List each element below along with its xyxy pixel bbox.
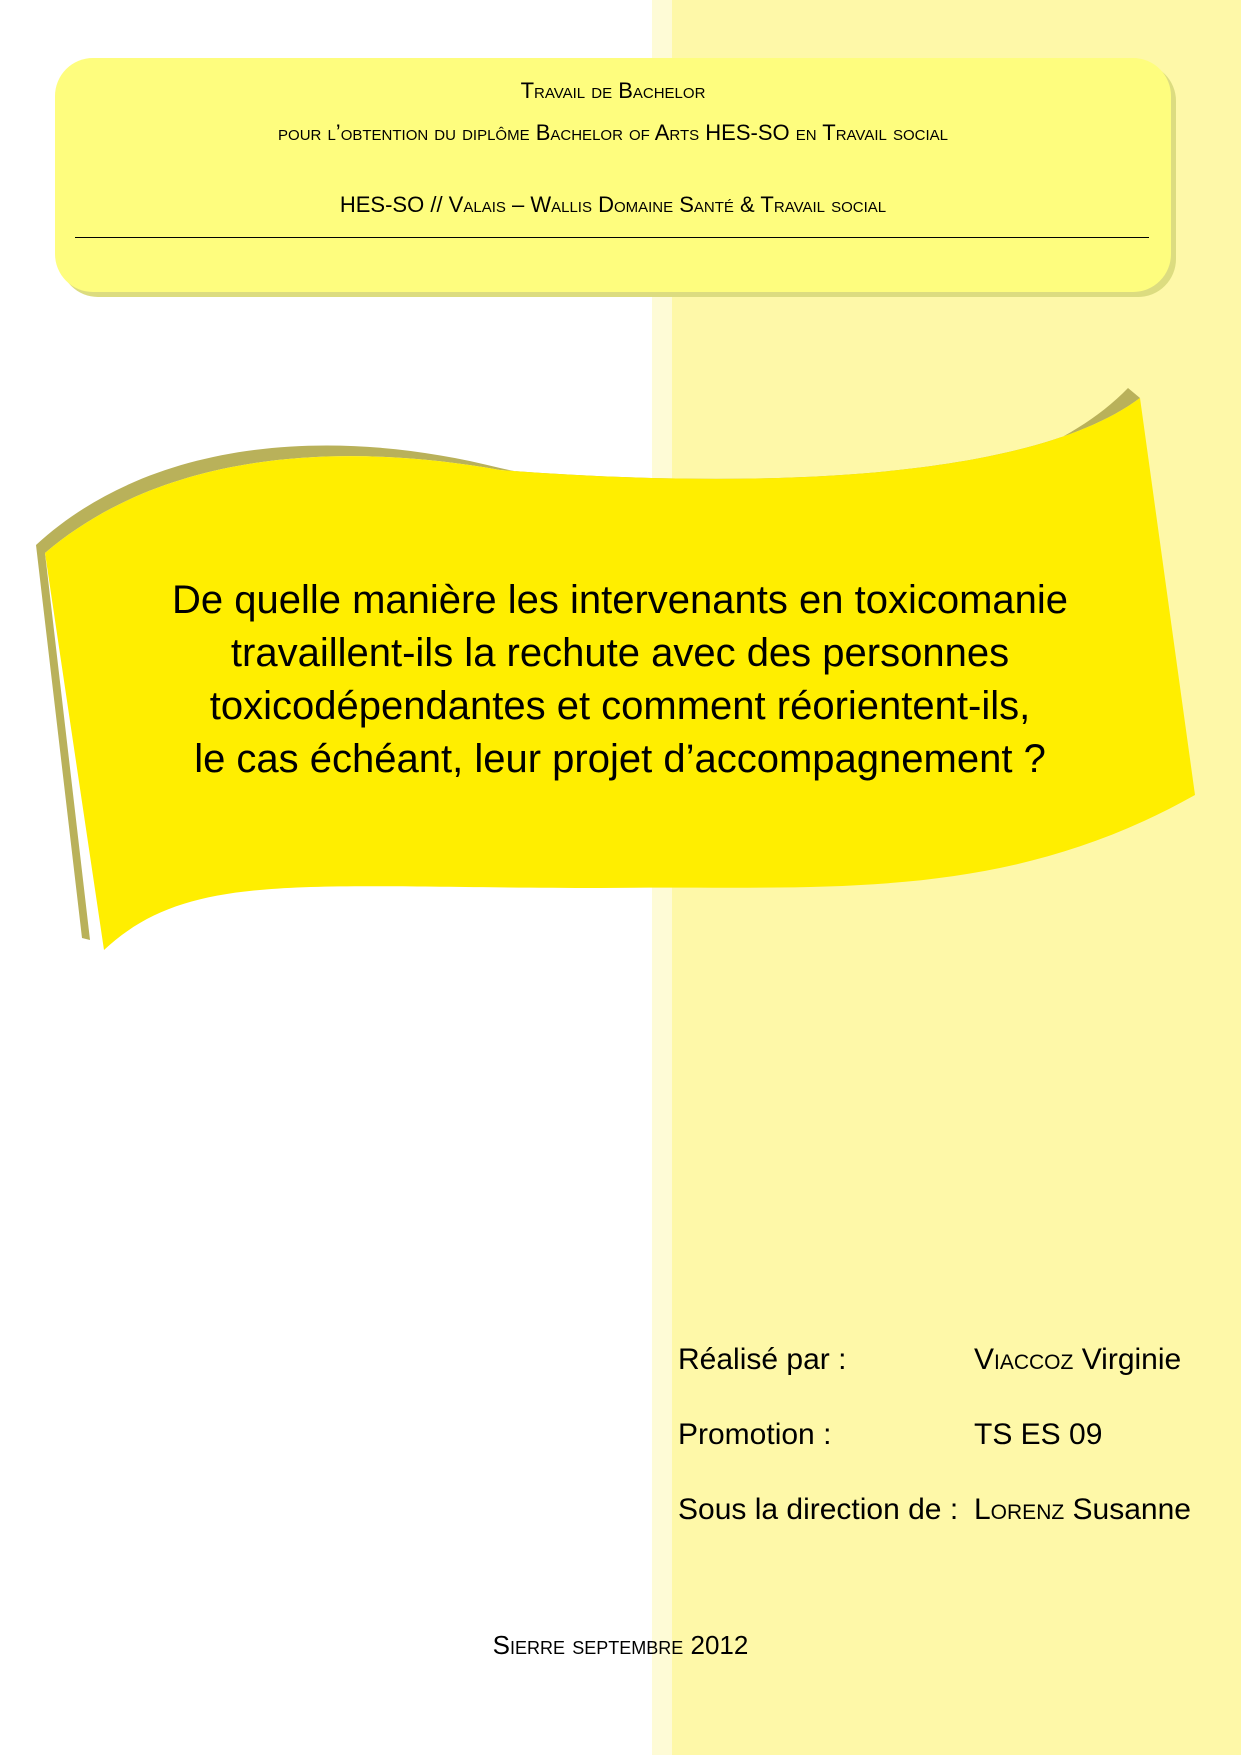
director-surname: Lorenz bbox=[974, 1493, 1065, 1526]
author-name bbox=[974, 1340, 1181, 1380]
promotion-label: Promotion : bbox=[678, 1418, 832, 1451]
footer-place: Sierre bbox=[492, 1630, 566, 1660]
thesis-title-line-4: le cas échéant, leur projet d’accompagnement ? bbox=[194, 737, 1046, 781]
thesis-title-line-2: travaillent-ils la rechute avec des personnes bbox=[230, 631, 1010, 675]
author-label: Réalisé par : bbox=[678, 1343, 847, 1376]
footer-place-date bbox=[0, 1628, 1241, 1662]
header-line-2: pour l’obtention du diplôme Bachelor of Arts HES-SO en Travail social bbox=[278, 120, 948, 145]
director-name bbox=[974, 1490, 1191, 1530]
footer-month: septembre 2012 bbox=[572, 1630, 749, 1660]
thesis-title-line-3: toxicodépendantes et comment réorientent-ils, bbox=[209, 684, 1031, 728]
header-line-3: HES-SO // Valais – Wallis Domaine Santé & Travail social bbox=[339, 192, 887, 217]
director-label: Sous la direction de : bbox=[678, 1493, 959, 1526]
author-surname: Viaccoz bbox=[974, 1343, 1074, 1376]
header-line-1: Travail de Bachelor bbox=[520, 78, 706, 103]
director-firstname: Susanne bbox=[1072, 1493, 1191, 1526]
author-firstname: Virginie bbox=[1081, 1343, 1182, 1376]
promotion-value: TS ES 09 bbox=[974, 1418, 1103, 1451]
thesis-title bbox=[60, 574, 1180, 786]
thesis-title-line-1: De quelle manière les intervenants en toxicomanie bbox=[171, 578, 1069, 622]
